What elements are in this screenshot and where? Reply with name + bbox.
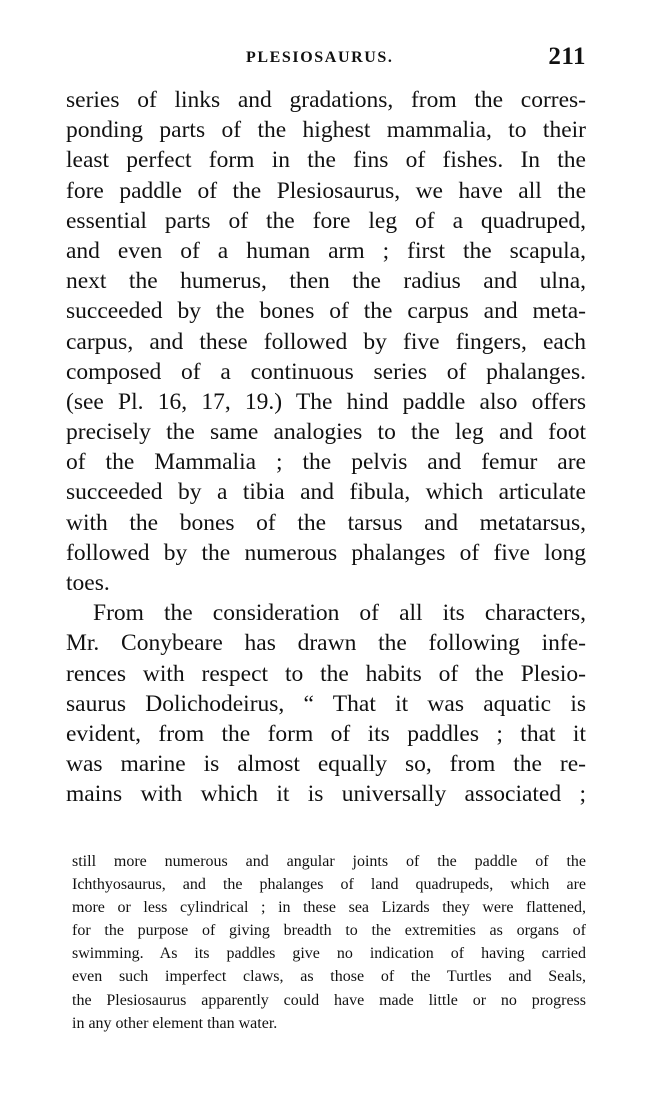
text-line: fore paddle of the Plesiosaurus, we have all the (66, 177, 586, 204)
footnote-line: Ichthyosaurus, and the phalanges of land quadrupeds, which are (72, 876, 586, 894)
running-title: PLESIOSAURUS. (246, 49, 394, 66)
text-line: and even of a human arm ; first the scapula, (66, 237, 586, 264)
text-line: of the Mammalia ; the pelvis and femur are (66, 449, 586, 476)
footnote-line: even such imperfect claws, as those of the Turtles and Seals, (72, 968, 586, 986)
text-line: (see Pl. 16, 17, 19.) The hind paddle also offers (66, 388, 586, 415)
text-line: ponding parts of the highest mammalia, to their (66, 117, 586, 144)
text-line: next the humerus, then the radius and ulna, (66, 268, 586, 295)
text-line: least perfect form in the fins of fishes. In the (66, 147, 586, 174)
text-line: followed by the numerous phalanges of five long (66, 539, 586, 566)
paragraph-end-line: toes. (66, 570, 110, 596)
footnote-line: the Plesiosaurus apparently could have made little or no progress (72, 991, 586, 1009)
text-line: carpus, and these followed by five fingers, each (66, 328, 586, 355)
text-line: series of links and gradations, from the corres- (66, 87, 586, 113)
footnote-block (72, 850, 586, 1035)
paragraph-start-line: From the consideration of all its characters, (93, 600, 586, 627)
text-line: Mr. Conybeare has drawn the following infe- (66, 630, 586, 657)
text-line: composed of a continuous series of phalanges. (66, 358, 586, 385)
footnote-last-line: in any other element than water. (72, 1014, 278, 1032)
text-line: was marine is almost equally so, from the re- (66, 751, 586, 778)
footnote-line: swimming. As its paddles give no indication of having carried (72, 945, 586, 963)
footnote-line: for the purpose of giving breadth to the extremities as organs of (72, 922, 586, 940)
text-line: mains with which it is universally associated ; (66, 781, 586, 808)
text-line: rences with respect to the habits of the Plesio- (66, 660, 586, 687)
text-line: evident, from the form of its paddles ; that it (66, 720, 586, 747)
text-line: saurus Dolichodeirus, “ That it was aquatic is (66, 690, 586, 717)
text-line: with the bones of the tarsus and metatarsus, (66, 509, 586, 536)
footnote-line: still more numerous and angular joints of the paddle of the (72, 853, 586, 870)
page-number: 211 (548, 43, 586, 70)
main-text-block (66, 85, 586, 810)
text-line: succeeded by a tibia and fibula, which articulate (66, 479, 586, 506)
footnote-line: more or less cylindrical ; in these sea Lizards they were flattened, (72, 899, 586, 917)
running-header (66, 45, 586, 75)
text-line: essential parts of the fore leg of a quadruped, (66, 207, 586, 234)
text-line: precisely the same analogies to the leg and foot (66, 419, 586, 446)
text-line: succeeded by the bones of the carpus and meta- (66, 298, 586, 325)
